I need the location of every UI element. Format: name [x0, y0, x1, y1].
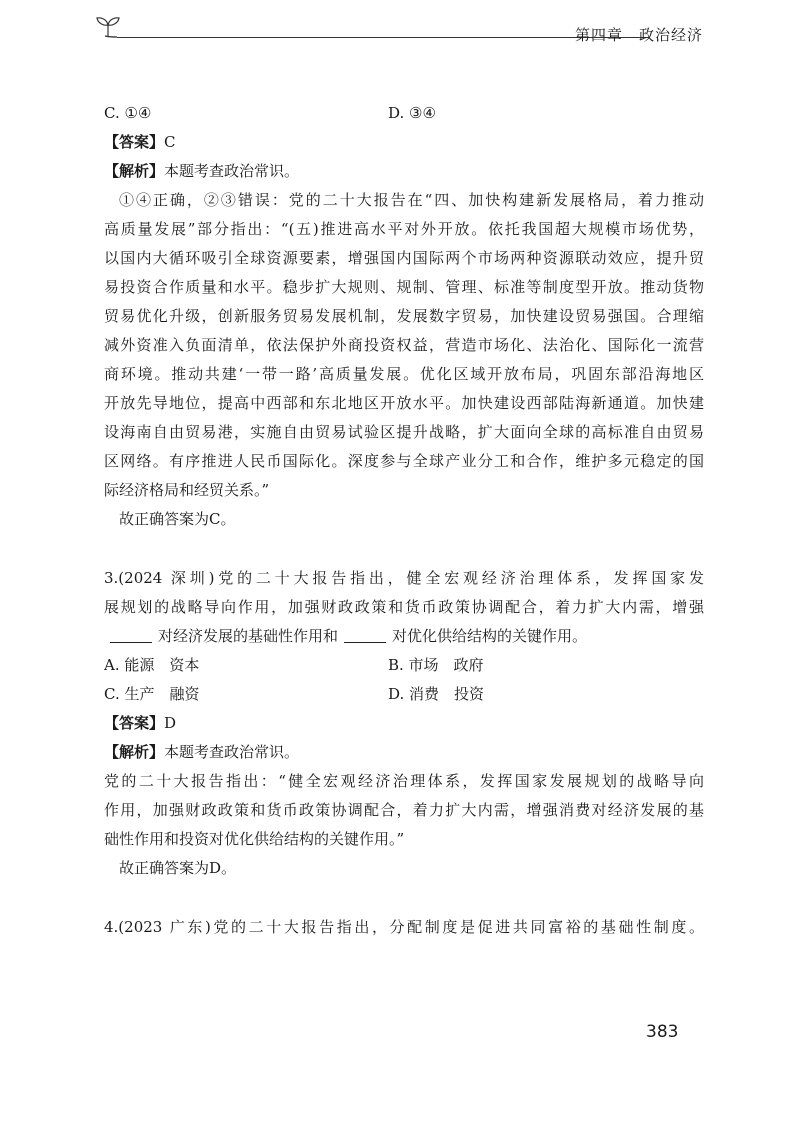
q2-conclusion: 故正确答案为C。 — [119, 510, 236, 528]
q3-option-b: B. 市场 政府 — [388, 656, 484, 674]
q2-option-c: C. ①④ — [104, 104, 152, 122]
q4-stem-line: 4.(2023 广东)党的二十大报告指出，分配制度是促进共同富裕的基础性制度。 — [104, 918, 704, 936]
q2-explanation-line: ①④正确，②③错误：党的二十大报告在“四、加快构建新发展格局，着力推动 — [119, 191, 704, 209]
q2-explanation-line: 以国内大循环吸引全球资源要素，增强国内国际两个市场两种资源联动效应，提升贸 — [104, 249, 704, 267]
answer-label: 【答案】 — [104, 133, 165, 151]
chapter-title: 第四章 政治经济 — [574, 26, 703, 44]
fill-blank — [344, 628, 386, 643]
q3-option-a: A. 能源 资本 — [104, 656, 200, 674]
q2-explanation-line: 贸易优化升级，创新服务贸易发展机制，发展数字贸易，加快建设贸易强国。合理缩 — [104, 307, 704, 325]
answer-label: 【答案】 — [104, 714, 165, 732]
q2-answer — [104, 128, 704, 157]
q3-options-row — [104, 651, 704, 680]
header-rule — [117, 37, 649, 38]
q2-explanation-line: 减外资准入负面清单，依法保护外商投资权益，营造市场化、法治化、国际化一流营 — [104, 336, 704, 354]
q3-stem-line: 3.(2024 深圳)党的二十大报告指出，健全宏观经济治理体系，发挥国家发 — [104, 569, 704, 587]
q3-explanation-line: 党的二十大报告指出：“健全宏观经济治理体系，发挥国家发展规划的战略导向 — [104, 772, 704, 790]
q3-explanation-line: 础性作用和投资对优化供给结构的关键作用。” — [104, 830, 405, 848]
q2-options-row — [104, 99, 704, 128]
q2-analysis — [104, 157, 704, 186]
q3-answer — [104, 709, 704, 738]
q3-option-c: C. 生产 融资 — [104, 685, 200, 703]
analysis-label: 【解析】 — [104, 162, 165, 180]
q3-explanation-line: 作用，加强财政政策和货币政策协调配合，着力扩大内需，增强消费对经济发展的基 — [104, 801, 704, 819]
running-header — [95, 16, 703, 56]
analysis-label: 【解析】 — [104, 743, 165, 761]
sprout-icon — [95, 16, 121, 38]
analysis-text: 本题考查政治常识。 — [164, 162, 300, 180]
q2-explanation-line: 易投资合作质量和水平。稳步扩大规则、规制、管理、标准等制度型开放。推动货物 — [104, 278, 704, 296]
answer-value: D — [164, 714, 177, 732]
q3-stem-line: 展规划的战略导向作用，加强财政政策和货币政策协调配合，着力扩大内需，增强 — [104, 598, 704, 616]
q2-explanation-line: 开放先导地位，提高中西部和东北地区开放水平。加快建设西部陆海新通道。加快建 — [104, 394, 704, 412]
q3-stem-text: 对经济发展的基础性作用和 — [158, 627, 339, 645]
q3-conclusion: 故正确答案为D。 — [119, 859, 237, 877]
fill-blank — [110, 628, 152, 643]
q3-option-d: D. 消费 投资 — [388, 685, 485, 703]
analysis-text: 本题考查政治常识。 — [164, 743, 300, 761]
answer-value: C — [164, 133, 176, 151]
q2-explanation-line: 商环境。推动共建‘一带一路’高质量发展。优化区域开放布局，巩固东部沿海地区 — [104, 365, 704, 383]
q3-analysis — [104, 738, 704, 767]
q2-explanation-line: 设海南自由贸易港，实施自由贸易试验区提升战略，扩大面向全球的高标准自由贸易 — [104, 423, 704, 441]
q3-stem-line — [104, 622, 704, 651]
q2-explanation-line: 际经济格局和经贸关系。” — [104, 481, 270, 499]
q2-option-d: D. ③④ — [388, 104, 436, 122]
page-number: 383 — [646, 1022, 679, 1042]
q2-explanation-line: 区网络。有序推进人民币国际化。深度参与全球产业分工和合作，维护多元稳定的国 — [104, 452, 704, 470]
q3-options-row — [104, 680, 704, 709]
q2-explanation-line: 高质量发展”部分指出：“(五)推进高水平对外开放。依托我国超大规模市场优势， — [104, 220, 704, 238]
page-content — [104, 99, 704, 942]
q3-stem-text: 对优化供给结构的关键作用。 — [392, 627, 588, 645]
